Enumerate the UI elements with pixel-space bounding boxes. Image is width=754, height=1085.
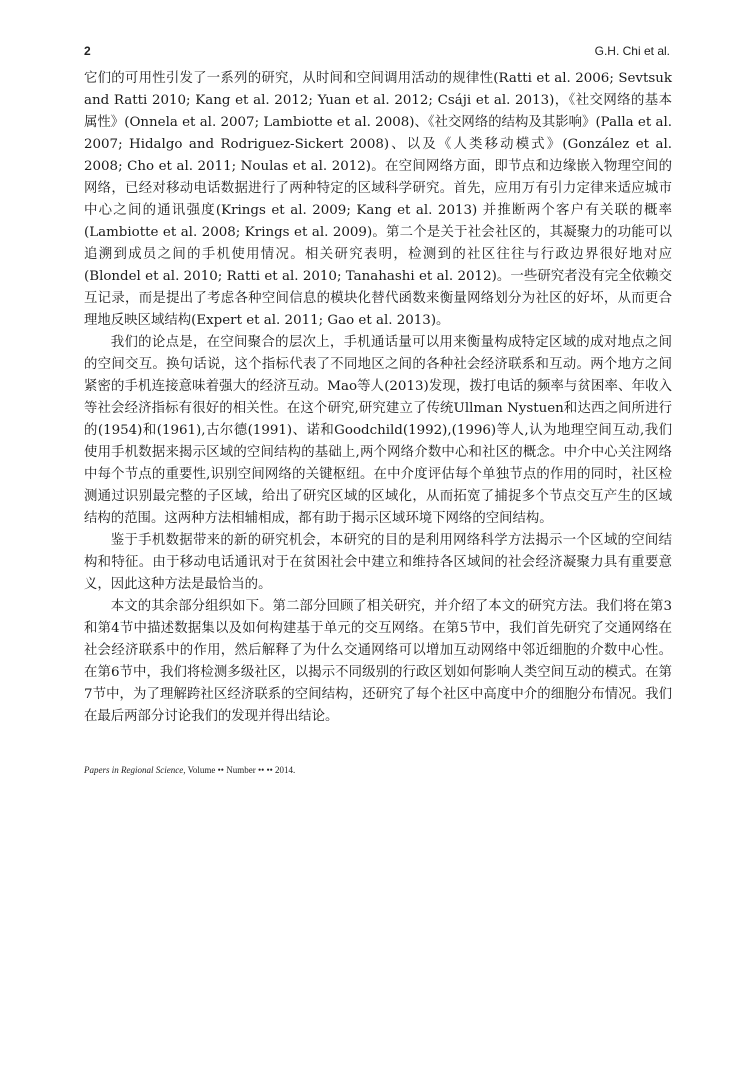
paragraph-2: 我们的论点是，在空间聚合的层次上，手机通话量可以用来衡量构成特定区域的成对地点之间的空间交互。换句话说，这个指标代表了不同地区之间的各种社会经济联系和互动。两个地方之间紧密的手机连接意味着强大的经济互动。Mao等人(2013)发现，拨打电话的频率与贫困率、年收入等社会经济指标有很好的相关性。在这个研究,研究建立了传统Ullman Nystuen和达西之间所进行的(1954)和(1961),古尔德(1991)、诺和Goodchild(1992),(1996)等人,认为地理空间互动,我们使用手机数据来揭示区域的空间结构的基础上,两个网络介数中心和社区的概念。中介中心关注网络中每个节点的重要性,识别空间网络的关键枢纽。在中介度评估每个单独节点的作用的同时，社区检测通过识别最完整的子区域，给出了研究区域的区域化，从而拓宽了捕捉多个节点交互产生的区域结构的范围。这两种方法相辅相成，都有助于揭示区域环境下网络的空间结构。 [84,335,672,526]
paragraph-1: 它们的可用性引发了一系列的研究，从时间和空间调用活动的规律性(Ratti et al. 2006; Sevtsuk and Ratti 2010; Kang et al. 2012; Yuan et al. 2012; Csáji et al. 2013)，《社交网络的基本属性》(Onnela et al. 2007; Lambiotte et al. 2008)、《社交网络的结构及其影响》(Palla et al. 2007; Hidalgo and Rodriguez-Sickert 2008)、以及《人类移动模式》(González et al. 2008; Cho et al. 2011; Noulas et al. 2012)。在空间网络方面，即节点和边缘嵌入物理空间的网络，已经对移动电话数据进行了两种特定的区域科学研究。首先，应用万有引力定律来适应城市中心之间的通讯强度(Krings et al. 2009; Kang et al. 2013) 并推断两个客户有关联的概率 (Lambiotte et al. 2008; Krings et al. 2009)。第二个是关于社会社区的，其凝聚力的功能可以追溯到成员之间的手机使用情况。相关研究表明，检测到的社区往往与行政边界很好地对应(Blondel et al. 2010; Ratti et al. 2010; Tanahashi et al. 2012)。一些研究者没有完全依赖交互记录，而是提出了考虑各种空间信息的模块化替代函数来衡量网络划分为社区的好坏，从而更合理地反映区域结构(Expert et al. 2011; Gao et al. 2013)。 [84,71,672,328]
volume-info: Volume •• Number •• •• 2014. [185,765,296,775]
page-header [84,44,670,62]
page-number: 2 [84,44,91,58]
running-head: G.H. Chi et al. [594,44,670,58]
paragraph-4: 本文的其余部分组织如下。第二部分回顾了相关研究，并介绍了本文的研究方法。我们将在第3和第4节中描述数据集以及如何构建基于单元的交互网络。在第5节中，我们首先研究了交通网络在社会经济联系中的作用，然后解释了为什么交通网络可以增加互动网络中邻近细胞的介数中心性。在第6节中，我们将检测多级社区，以揭示不同级别的行政区划如何影响人类空间互动的模式。在第7节中，为了理解跨社区经济联系的空间结构，还研究了每个社区中高度中介的细胞分布情况。我们在最后两部分讨论我们的发现并得出结论。 [84,599,672,724]
body-text [84,68,672,728]
journal-name: Papers in Regional Science, [84,765,186,775]
paragraph-3: 鉴于手机数据带来的新的研究机会，本研究的目的是利用网络科学方法揭示一个区域的空间结构和特征。由于移动电话通讯对于在贫困社会中建立和维持各区域间的社会经济凝聚力具有重要意义，因此这种方法是最恰当的。 [84,533,672,592]
page-footer [84,765,672,775]
